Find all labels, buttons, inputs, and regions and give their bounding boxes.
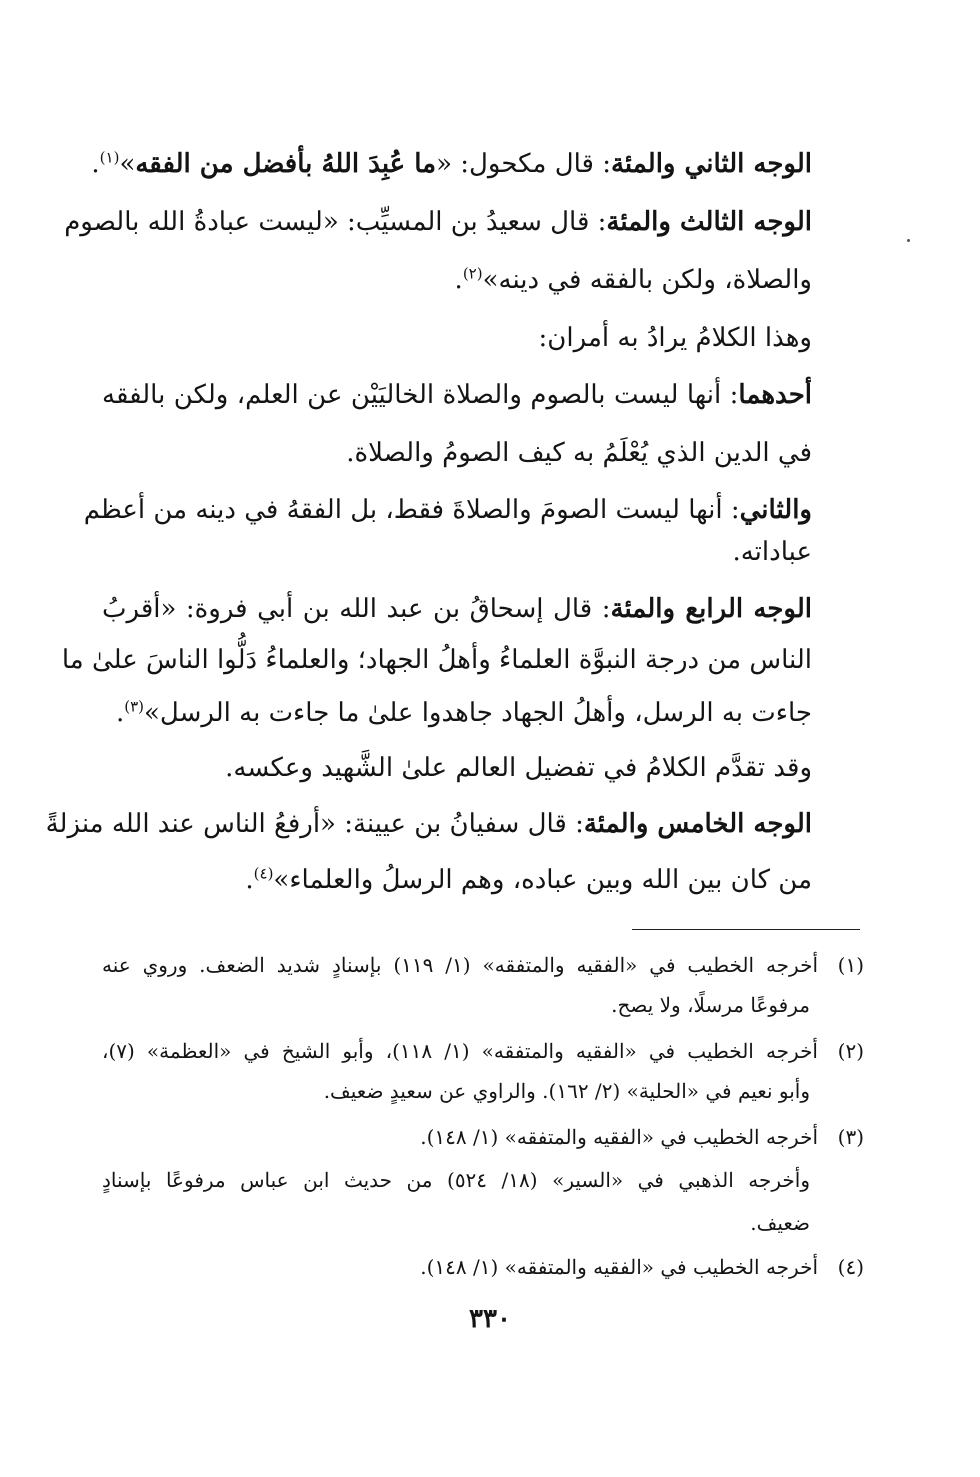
footnote-text: أخرجه الخطيب في «الفقيه والمتفقه» (١/ ١١٨)، وأبو الشيخ في «العظمة» (٧)، (102, 1039, 818, 1063)
text-run: : قال إسحاقُ بن عبد الله بن أبي فروة: «أقربُ (102, 594, 611, 624)
body-line-13 (45, 804, 812, 844)
text-run: من كان بين الله وبين عباده، وهم الرسلُ والعلماء» (273, 865, 812, 895)
footnote-2-cont (102, 1074, 810, 1108)
body-line-1 (91, 144, 812, 184)
body-line-6 (102, 433, 812, 473)
text-run: وقد تقدَّم الكلامُ في تفضيل العالم علىٰ الشَّهيد وعكسه. (225, 753, 812, 783)
body-line-9 (102, 589, 812, 629)
text-run: . (454, 265, 463, 295)
footnote-3-cont (102, 1163, 810, 1197)
footnote-3-cont-2 (102, 1206, 810, 1240)
text-run: في الدين الذي يُعْلَمُ به كيف الصومُ والصلاة. (346, 438, 812, 468)
footnote-ref[interactable]: (٤) (253, 864, 274, 883)
footnote-number: (٣) (837, 1125, 864, 1149)
print-speck (907, 239, 910, 242)
footnote-text: أخرجه الخطيب في «الفقيه والمتفقه» (١/ ١٤٨). (420, 1125, 818, 1149)
footnote-ref[interactable]: (١) (99, 148, 120, 167)
text-run: . (91, 149, 100, 179)
heading-run: الوجه الثاني والمئة (610, 149, 812, 179)
footnote-text: وأبو نعيم في «الحلية» (٢/ ١٦٢). والراوي عن سعيدٍ ضعيف. (323, 1079, 810, 1103)
text-run: . (115, 698, 125, 728)
body-line-5 (102, 375, 812, 415)
footnote-separator (632, 929, 860, 930)
heading-run: الوجه الخامس والمئة (583, 809, 812, 839)
body-line-4 (102, 318, 812, 358)
body-line-7 (83, 490, 812, 530)
footnote-number: (٤) (837, 1255, 864, 1279)
body-line-14 (102, 860, 812, 900)
text-run: : قال سعيدُ بن المسيِّب: «ليست عبادةُ الله بالصوم (64, 207, 607, 237)
heading-run: الوجه الثالث والمئة (606, 207, 812, 237)
footnote-text: ضعيف. (750, 1211, 810, 1235)
page-number: ٣٣٠ (469, 1304, 511, 1334)
text-run: » (119, 149, 136, 179)
heading-run: أحدهما (738, 380, 812, 410)
text-run: : قال سفيانُ بن عيينة: «أرفعُ الناس عند الله منزلةً (45, 809, 584, 839)
footnote-1-cont (102, 988, 810, 1022)
footnote-text: وأخرجه الذهبي في «السير» (١٨/ ٥٢٤) من حديث ابن عباس مرفوعًا بإسنادٍ (102, 1168, 810, 1192)
text-run: . (245, 865, 254, 895)
body-line-10 (61, 640, 812, 680)
body-line-3 (102, 260, 812, 300)
heading-run: الوجه الرابع والمئة (610, 594, 812, 624)
footnote-ref[interactable]: (٣) (124, 697, 144, 716)
footnote-number: (١) (837, 953, 865, 977)
text-run: : قال مكحول: « (436, 149, 611, 179)
text-run: عباداته. (732, 537, 812, 567)
text-run: والصلاة، ولكن بالفقه في دينه» (482, 265, 812, 295)
body-line-2 (64, 202, 812, 242)
footnote-text: أخرجه الخطيب في «الفقيه والمتفقه» (١/ ١١٩) بإسنادٍ شديد الضعف. وروي عنه (102, 953, 819, 977)
footnote-text: مرفوعًا مرسلًا، ولا يصح. (611, 993, 810, 1017)
footnote-2 (102, 1034, 864, 1068)
footnote-text: أخرجه الخطيب في «الفقيه والمتفقه» (١/ ١٤٨). (420, 1255, 818, 1279)
footnote-4 (102, 1250, 864, 1284)
quote-run: ما عُبِدَ اللهُ بأفضل من الفقه (135, 149, 437, 179)
heading-run: والثاني (739, 495, 812, 525)
footnote-1 (102, 948, 864, 982)
body-line-8 (102, 532, 812, 572)
text-run: جاءت به الرسل، وأهلُ الجهاد جاهدوا علىٰ ما جاءت به الرسل» (144, 698, 812, 728)
text-run: : أنها ليست الصومَ والصلاةَ فقط، بل الفقهُ في دينه من أعظم (83, 495, 740, 525)
text-run: الناس من درجة النبوَّة العلماءُ وأهلُ الجهاد؛ والعلماءُ دَلُّوا الناسَ علىٰ ما (61, 645, 812, 675)
body-line-12 (102, 748, 812, 788)
body-line-11 (102, 693, 812, 733)
text-run: وهذا الكلامُ يرادُ به أمران: (538, 323, 812, 353)
footnote-number: (٢) (837, 1039, 864, 1063)
footnote-3 (102, 1120, 864, 1154)
footnote-ref[interactable]: (٢) (462, 264, 483, 283)
text-run: : أنها ليست بالصوم والصلاة الخاليَيْن عن العلم، ولكن بالفقه (102, 380, 739, 410)
